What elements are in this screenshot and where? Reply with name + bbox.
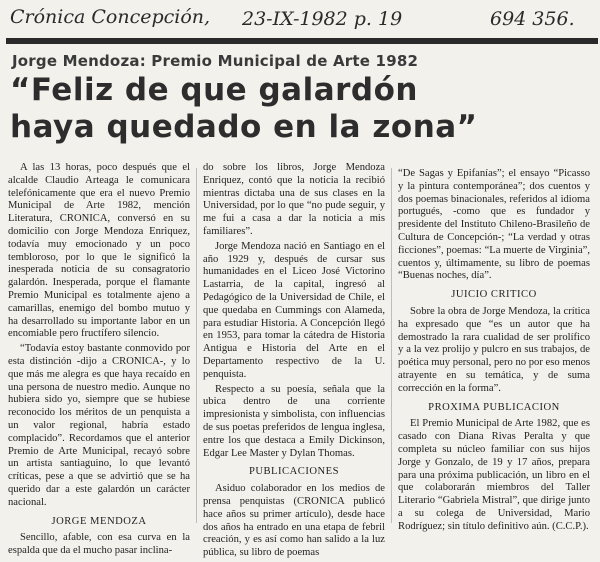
paragraph: “Todavía estoy bastante conmovido por esta distinción -dijo a CRONICA-, y lo que más me alegra es que haya recaído en una persona de nuestro medio. Aunque no hubiera sido yo, siempre que se hubiese reconocido los méritos de un penquista a un valor regional, habría estado complacido”. Recordamos que el anterior Premio de Arte Municipal, recayó sobre un artista santiaguino, lo que levantó críticas, pese a que se advirtió que se ha querido dar a este galardón un carácter nacional. xyxy=(8,343,190,508)
handwritten-annotation xyxy=(10,2,590,38)
paragraph: “De Sagas y Epifanías”; el ensayo “Picasso y la pintura contemporánea”; dos cuentos y dos poemas binacionales, referidos al idioma portugués, -como que es fundador y presidente del Instituto Chileno-Brasileño de Cultura de Concepción-; “La verdad y otras ficciones”, poemas: “La muerte de Virginia”, cuentos y, últimamente, su libro de poemas “Buenas noches, día”. xyxy=(398,168,590,282)
handwritten-source: Crónica Concepción, xyxy=(10,6,211,28)
section-heading: JORGE MENDOZA xyxy=(51,515,147,527)
article-column-3 xyxy=(398,168,590,536)
article-column-2 xyxy=(203,162,385,562)
section-heading: PUBLICACIONES xyxy=(248,466,340,478)
handwritten-code: 694 356. xyxy=(490,8,575,30)
top-rule xyxy=(6,38,598,44)
paragraph: Sencillo, afable, con esa curva en la espalda que da el mucho pasar inclina- xyxy=(8,532,190,557)
paragraph: Sobre la obra de Jorge Mendoza, la crítica ha expresado que “es un autor que ha demostrado la rara cualidad de ser prolífico y a la vez prolijo y pulcro en sus trabajos, de poética muy personal, pero no por eso menos atrayente en su temática, y de suma corrección en la forma”. xyxy=(398,305,590,394)
article-headline xyxy=(10,72,595,146)
section-heading: JUICIO CRITICO xyxy=(451,289,537,301)
paragraph: Respecto a su poesía, señala que la ubica dentro de una corriente impresionista y simbolista, con influencias de sus poetas preferidos de lengua inglesa, entre los que destaca a Emily Dickinson, Edgar Lee Master y Dylan Thomas. xyxy=(203,383,385,459)
paragraph: El Premio Municipal de Arte 1982, que es casado con Diana Rivas Peralta y que completa su núcleo familiar con sus hijos Jorge y Gonzalo, de 19 y 17 años, prepara para una próxima publicación, un libro en el que colaborarán miembros del Taller Literario “Gabriela Mistral”, que dirige junto a su colega de Universidad, Mario Rodríguez; sin título definitivo aún. (C.C.P.). xyxy=(398,418,590,532)
paragraph: Jorge Mendoza nació en Santiago en el año 1929 y, después de cursar sus humanidades en el Liceo José Victorino Lastarria, de la capital, ingresó al Pedagógico de la Universidad de Chile, el que quedaba en Cummings con Alameda, para estudiar Historia. A Concepción llegó en 1953, para tomar la cátedra de Historia Antigua e Historia del Arte en el Departamento respectivo de la U. penquista. xyxy=(203,240,385,380)
headline-line-1: “Feliz de que galardón xyxy=(10,72,418,108)
paragraph: Asiduo colaborador en los medios de prensa penquistas (CRONICA publicó hace años su primer artículo), desde hace dos años ha entrado en una etapa de febril creación, y es así como han salido a la luz pública, su libro de poemas xyxy=(203,483,385,559)
paragraph: do sobre los libros, Jorge Mendoza Enriquez, contó que la noticia la recibió mientras dictaba una de sus clases en la Universidad, por lo que “no pude seguir, y me fui a casa a dar la noticia a mis familiares”. xyxy=(203,162,385,237)
paragraph: A las 13 horas, poco después que el alcalde Claudio Arteaga le comunicara telefónicamente que era el nuevo Premio Municipal de Arte 1982, mención Literatura, CRONICA, conversó en su domicilio con Jorge Mendoza Enriquez, todavía muy emocionado y un poco tembloroso, por lo que le significó la inesperada noticia de su consagratorio galardón. Inesperada, porque el flamante Premio Municipal es totalmente ajeno a camarillas, enemigo del bombo mutuo y ha desarrollado su importante labor en un encomiable pero fructífero silencio. xyxy=(8,162,190,340)
column-divider xyxy=(196,168,197,523)
article-column-1 xyxy=(8,162,190,560)
section-heading: PROXIMA PUBLICACION xyxy=(428,401,560,413)
column-divider xyxy=(391,168,392,523)
handwritten-date: 23-IX-1982 p. 19 xyxy=(242,8,403,30)
headline-line-2: haya quedado en la zona” xyxy=(10,109,478,145)
article-kicker: Jorge Mendoza: Premio Municipal de Arte 1982 xyxy=(12,52,419,70)
